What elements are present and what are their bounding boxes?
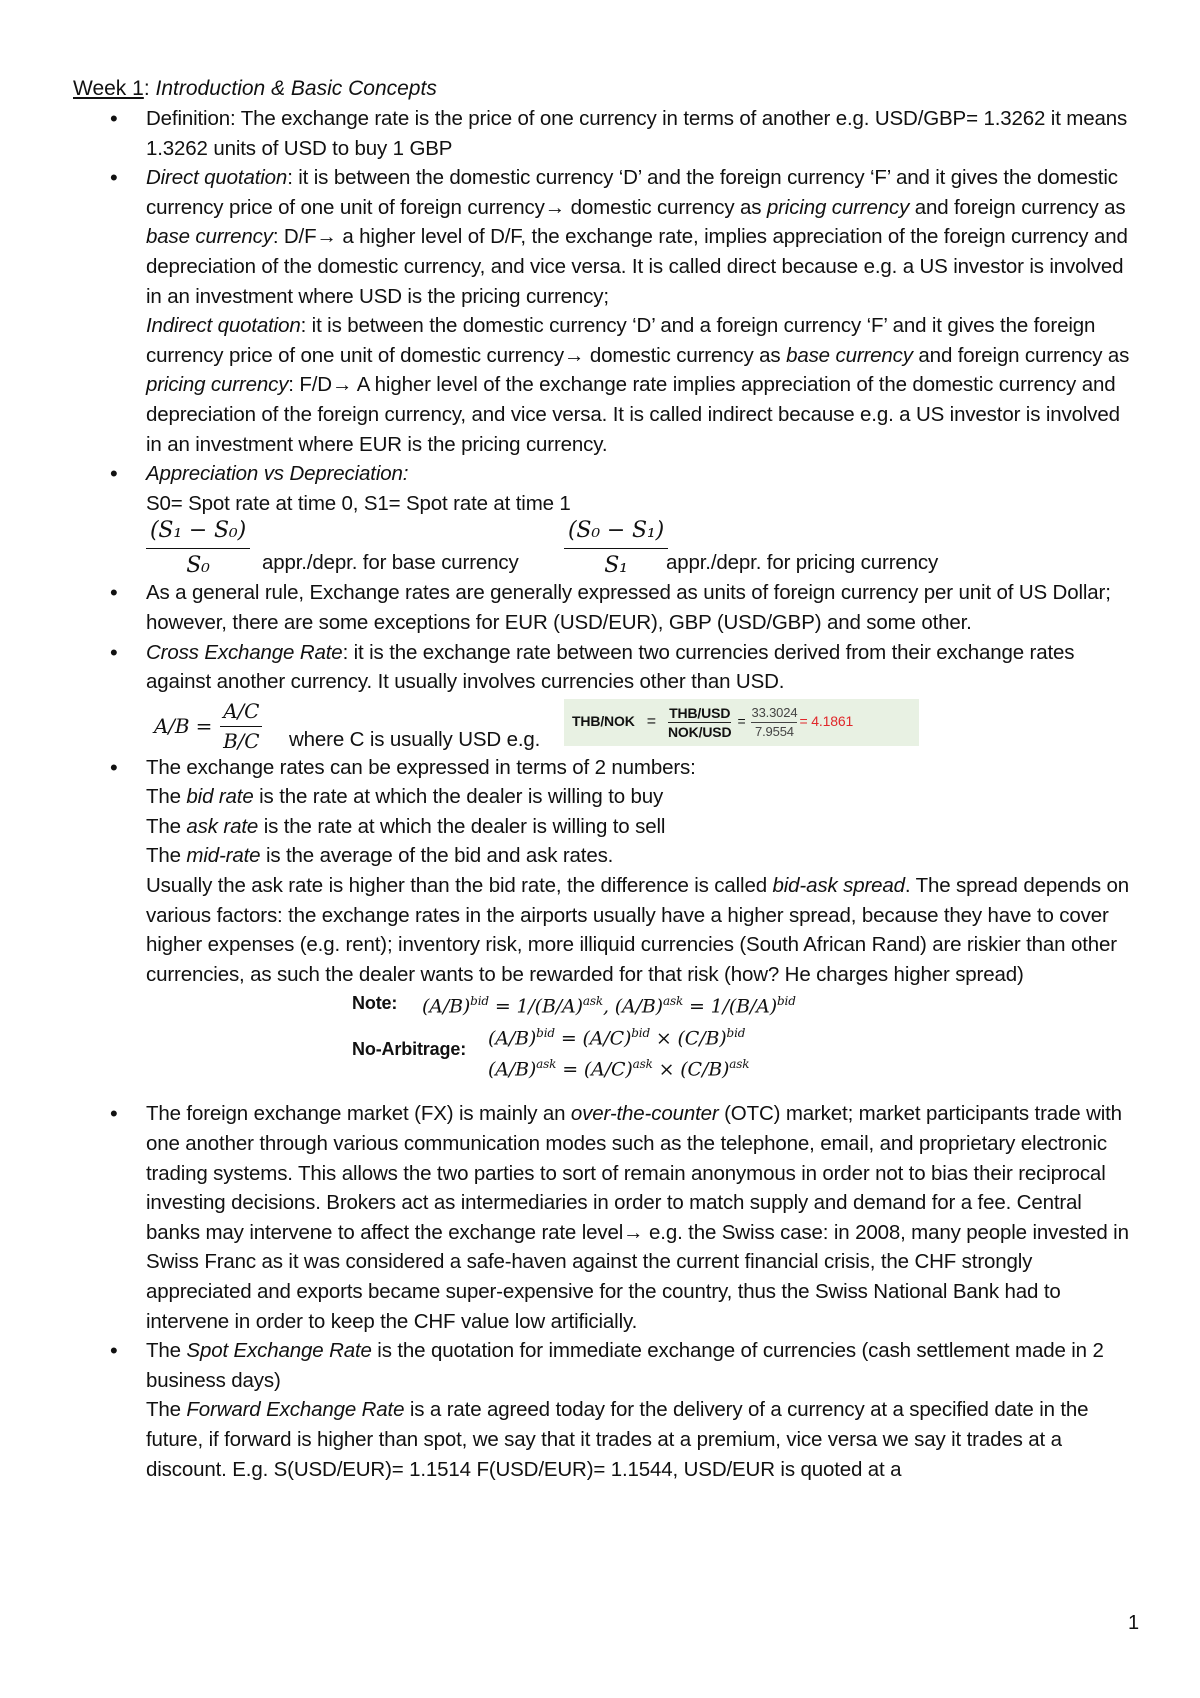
fx-market-item: • The foreign exchange market (FX) is mainly an over-the-counter (OTC) market; market participants trade with one another through various communication modes such as the telephone, email, and proprietary electronic trading systems. This allows the two parties to sort of remain anonymous in order not to bias their reciprocal investing decisions. Brokers act as intermediaries in order to match supply and demand for a fee. Central banks may intervene to affect the exchange rate level→ e.g. the Swiss case: in 2008, many people invested in Swiss Franc as it was considered a safe-haven against the current financial crisis, the CHF strongly appreciated and exports became super-expensive for the country, thus the Swiss National Bank had to intervene in order to keep the CHF value low artificially.: [146, 1099, 1141, 1336]
cross-rate-formula: [146, 697, 1141, 753]
spread-paragraph: Usually the ask rate is higher than the bid rate, the difference is called bid-ask spread. The spread depends on various factors: the exchange rates in the airports usually have a higher spread, because they have to cover higher expenses (e.g. rent); inventory risk, more illiquid currencies (South African Rand) are riskier than other currencies, as such the dealer wants to be rewarded for that risk (how? He charges higher spread): [146, 874, 1130, 986]
indirect-quotation-item: Indirect quotation: it is between the domestic currency ‘D’ and a foreign currency ‘F’ and it gives the foreign currency price of one unit of domestic currency→ domestic currency as base currency and foreign currency as pricing currency: F/D→ A higher level of the exchange rate implies appreciation of the domestic currency and depreciation of the foreign currency, and vice versa. It is called indirect because e.g. a US investor is involved in an investment where EUR is the pricing currency.: [146, 314, 1130, 456]
week-title: Introduction & Basic Concepts: [155, 77, 437, 100]
general-rule-item: • As a general rule, Exchange rates are generally expressed as units of foreign currency per unit of US Dollar; however, there are some exceptions for EUR (USD/EUR), GBP (USD/GBP) and some other.: [146, 578, 1141, 637]
no-arbitrage-bid-formula: $(A/B)^{bid} = (A/C)^{bid} \times (C/B)^{bid}$: [488, 1026, 746, 1050]
page-number: 1: [1128, 1612, 1140, 1634]
cross-rate-equation: A/B = $\frac{A/C}{B/C}$: [154, 697, 262, 757]
base-appreciation-fraction: $\frac{\text{(S₁ − S₀)}}{\text{S₀}}$: [146, 516, 250, 580]
mid-rate-line: The mid-rate is the average of the bid and ask rates.: [146, 844, 614, 868]
note-label: Note:: [352, 993, 398, 1014]
spot-rate-item: • The Spot Exchange Rate is the quotation for immediate exchange of currencies (cash settlement made in 2 business days): [146, 1336, 1141, 1395]
bid-ask-formulas: [146, 989, 1141, 1099]
ask-rate-line: The ask rate is the rate at which the dealer is willing to sell: [146, 814, 666, 838]
note-formula: $(A/B)^{bid} = 1/(B/A)^{ask}$, $(A/B)^{ask} = 1/(B/A)^{bid}$: [422, 994, 796, 1018]
no-arbitrage-ask-formula: $(A/B)^{ask} = (A/C)^{ask} \times (C/B)^{ask}$: [488, 1057, 750, 1081]
cross-rate-note: where C is usually USD e.g.: [289, 727, 541, 751]
appreciation-item: • Appreciation vs Depreciation:: [146, 459, 1141, 489]
direct-quotation-item: • Direct quotation: it is between the domestic currency ‘D’ and the foreign currency ‘F’ and it gives the domestic currency price of one unit of foreign currency→ domestic currency as pricing currency and foreign currency as base currency: D/F→ a higher level of D/F, the exchange rate, implies appreciation of the foreign currency and depreciation of the domestic currency, and vice versa. It is called direct because e.g. a US investor is involved in an investment where USD is the pricing currency;: [146, 163, 1141, 311]
bid-rate-line: The bid rate is the rate at which the dealer is willing to buy: [146, 785, 664, 809]
notes-content: [146, 104, 1141, 1484]
no-arbitrage-label: No-Arbitrage:: [352, 1039, 467, 1060]
base-currency-label: appr./depr. for base currency: [262, 551, 519, 575]
appreciation-formulas: [146, 518, 1141, 578]
week-label: Week 1: [73, 77, 144, 100]
cross-rate-result: = 4.1861: [799, 713, 854, 730]
cross-rate-item: • Cross Exchange Rate: it is the exchange rate between two currencies derived from their exchange rates against another currency. It usually involves currencies other than USD.: [146, 638, 1141, 697]
pricing-appreciation-fraction: $\frac{\text{(S₀ − S₁)}}{\text{S₁}}$: [564, 516, 668, 580]
bid-ask-item: • The exchange rates can be expressed in terms of 2 numbers:: [146, 753, 1141, 783]
week-heading: Week 1: Introduction & Basic Concepts: [73, 77, 437, 100]
cross-rate-example: THB/NOK = THB/USD NOK/USD = $\frac{33.3024}{7.9554}$ = 4.1861: [564, 699, 919, 746]
definition-item: • Definition: The exchange rate is the price of one currency in terms of another e.g. USD/GBP= 1.3262 it means 1.3262 units of USD to buy 1 GBP: [146, 104, 1141, 163]
forward-rate-paragraph: The Forward Exchange Rate is a rate agreed today for the delivery of a currency at a specified date in the future, if forward is higher than spot, we say that it trades at a premium, vice versa we say it trades at a discount. E.g. S(USD/EUR)= 1.1514 F(USD/EUR)= 1.1544, USD/EUR is quoted at a: [146, 1398, 1089, 1481]
pricing-currency-label: appr./depr. for pricing currency: [666, 551, 939, 575]
spot-definitions: S0= Spot rate at time 0, S1= Spot rate at time 1: [146, 491, 571, 515]
